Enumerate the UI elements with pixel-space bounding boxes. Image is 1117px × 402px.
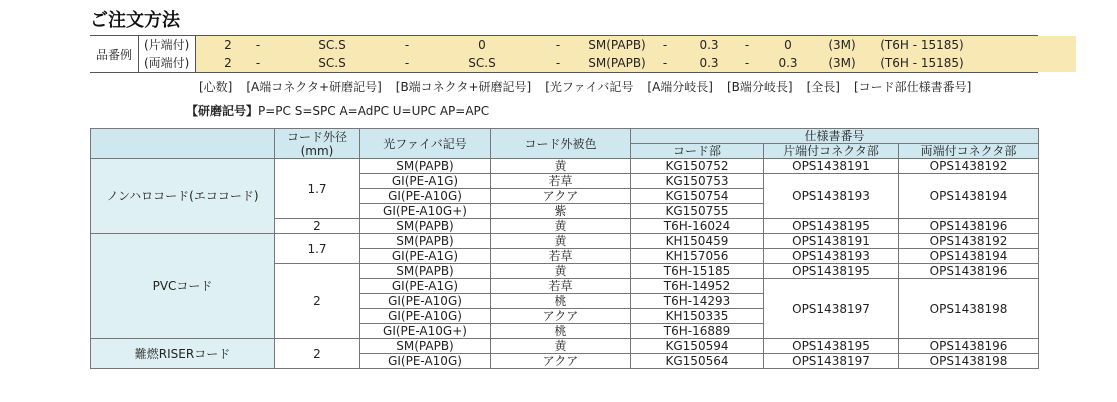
order-example-legend: [199, 78, 985, 95]
divider: [90, 72, 1038, 73]
single-end-spec-number: OPS1438197: [764, 354, 899, 369]
legend-item: [心数]: [199, 80, 233, 94]
jacket-color: 若草: [491, 174, 631, 189]
fiber-code: SM(PAPB): [360, 264, 491, 279]
jacket-color: 黄: [491, 219, 631, 234]
order-example-cell: -: [555, 56, 561, 70]
single-end-spec-number: OPS1438195: [764, 264, 899, 279]
fiber-code: GI(PE-A10G): [360, 189, 491, 204]
cord-spec-number: KH150335: [631, 309, 764, 324]
order-example-kind: (片端付): [138, 36, 196, 54]
order-example-cell: (3M): [828, 56, 856, 70]
order-example-cell: -: [744, 56, 750, 70]
jacket-color: 黄: [491, 159, 631, 174]
header-cord-part: コード部: [631, 144, 764, 159]
cord-spec-number: KH157056: [631, 249, 764, 264]
order-example-row: [138, 54, 964, 72]
order-example-cell: 2: [224, 38, 232, 52]
cord-spec-number: KG150594: [631, 339, 764, 354]
order-example-kind: (両端付): [138, 54, 196, 72]
jacket-color: 紫: [491, 204, 631, 219]
cord-spec-number: KG150755: [631, 204, 764, 219]
double-end-spec-number: OPS1438192: [899, 159, 1039, 174]
double-end-spec-number: OPS1438194: [899, 174, 1039, 219]
cord-diameter: 2: [275, 339, 360, 369]
double-end-spec-number: OPS1438192: [899, 234, 1039, 249]
page-title: ご注文方法: [90, 10, 180, 31]
single-end-spec-number: OPS1438195: [764, 219, 899, 234]
cord-category: ノンハロコード(エココード): [91, 159, 275, 234]
order-example-cell: 0.3: [778, 56, 798, 70]
fiber-code: SM(PAPB): [360, 159, 491, 174]
double-end-spec-number: OPS1438196: [899, 339, 1039, 354]
polish-code-note: [186, 102, 489, 119]
order-example-cell: -: [744, 38, 750, 52]
order-example-cell: 0.3: [699, 38, 719, 52]
cord-spec-number: T6H-16024: [631, 219, 764, 234]
header-fiber: 光ファイバ記号: [360, 129, 491, 159]
cord-category: PVCコード: [91, 234, 275, 339]
legend-item: [全長]: [806, 80, 840, 94]
cord-spec-number: KG150754: [631, 189, 764, 204]
cord-diameter: 1.7: [275, 159, 360, 219]
double-end-spec-number: OPS1438196: [899, 219, 1039, 234]
cord-category: 難燃RISERコード: [91, 339, 275, 369]
cord-diameter: 2: [275, 264, 360, 339]
cord-spec-number: T6H-14293: [631, 294, 764, 309]
fiber-code: GI(PE-A1G): [360, 174, 491, 189]
legend-item: [コード部仕様書番号]: [853, 80, 972, 94]
double-end-spec-number: OPS1438198: [899, 354, 1039, 369]
cord-spec-number: KG150752: [631, 159, 764, 174]
legend-item: [光ファイバ記号: [545, 80, 634, 94]
fiber-code: GI(PE-A1G): [360, 249, 491, 264]
order-example-cell: 0.3: [699, 56, 719, 70]
order-example-cell: (T6H - 15185): [880, 38, 964, 52]
order-example-cell: 2: [224, 56, 232, 70]
double-end-spec-number: OPS1438198: [899, 279, 1039, 339]
cord-spec-number: KG150564: [631, 354, 764, 369]
table-row: [91, 234, 1039, 249]
fiber-code: GI(PE-A10G+): [360, 204, 491, 219]
order-example-cell: SM(PAPB): [588, 38, 646, 52]
cord-spec-number: T6H-14952: [631, 279, 764, 294]
fiber-code: SM(PAPB): [360, 234, 491, 249]
fiber-code: SM(PAPB): [360, 339, 491, 354]
order-example-cell: 0: [784, 38, 792, 52]
legend-item: [B端コネクタ+研磨記号]: [395, 80, 532, 94]
fiber-code: GI(PE-A10G): [360, 354, 491, 369]
polish-code-label: 【研磨記号】: [186, 104, 259, 118]
order-example-cell: (3M): [828, 38, 856, 52]
cord-diameter: 1.7: [275, 234, 360, 264]
jacket-color: 若草: [491, 249, 631, 264]
cord-spec-number: KG150753: [631, 174, 764, 189]
single-end-spec-number: OPS1438191: [764, 159, 899, 174]
header-category: [91, 129, 275, 159]
table-row: [91, 339, 1039, 354]
spec-table: [90, 128, 1039, 369]
order-example-cell: SC.S: [318, 56, 346, 70]
double-end-spec-number: OPS1438194: [899, 249, 1039, 264]
polish-code-text: P=PC S=SPC A=AdPC U=UPC AP=APC: [258, 104, 490, 118]
single-end-spec-number: OPS1438195: [764, 339, 899, 354]
order-example-cell: -: [255, 56, 261, 70]
fiber-code: GI(PE-A10G): [360, 294, 491, 309]
cord-spec-number: T6H-16889: [631, 324, 764, 339]
header-single-end: 片端付コネクタ部: [764, 144, 899, 159]
fiber-code: GI(PE-A10G+): [360, 324, 491, 339]
cord-spec-number: T6H-15185: [631, 264, 764, 279]
header-spec-number: 仕様書番号: [631, 129, 1039, 144]
legend-item: [A端分岐長]: [647, 80, 713, 94]
fiber-code: SM(PAPB): [360, 219, 491, 234]
jacket-color: 黄: [491, 264, 631, 279]
order-example-cell: -: [404, 56, 410, 70]
cord-spec-number: KH150459: [631, 234, 764, 249]
order-example-label: 品番例: [90, 36, 139, 72]
order-example-cell: -: [662, 56, 668, 70]
cord-diameter: 2: [275, 219, 360, 234]
order-example-cell: (T6H - 15185): [880, 56, 964, 70]
legend-item: [A端コネクタ+研磨記号]: [246, 80, 382, 94]
order-example-cell: -: [255, 38, 261, 52]
jacket-color: 黄: [491, 234, 631, 249]
order-example-cell: -: [662, 38, 668, 52]
header-double-end: 両端付コネクタ部: [899, 144, 1039, 159]
order-example-cell: SM(PAPB): [588, 56, 646, 70]
jacket-color: 黄: [491, 339, 631, 354]
jacket-color: アクア: [491, 354, 631, 369]
table-row: [91, 159, 1039, 174]
order-example-cell: SC.S: [318, 38, 346, 52]
order-example-cell: SC.S: [468, 56, 496, 70]
jacket-color: アクア: [491, 309, 631, 324]
jacket-color: 若草: [491, 279, 631, 294]
header-jacket-color: コード外被色: [491, 129, 631, 159]
single-end-spec-number: OPS1438193: [764, 174, 899, 219]
fiber-code: GI(PE-A10G): [360, 309, 491, 324]
single-end-spec-number: OPS1438193: [764, 249, 899, 264]
double-end-spec-number: OPS1438196: [899, 264, 1039, 279]
single-end-spec-number: OPS1438197: [764, 279, 899, 339]
fiber-code: GI(PE-A1G): [360, 279, 491, 294]
order-example-cell: -: [404, 38, 410, 52]
order-example-cell: 0: [478, 38, 486, 52]
order-example-cell: -: [555, 38, 561, 52]
legend-item: [B端分岐長]: [726, 80, 793, 94]
single-end-spec-number: OPS1438191: [764, 234, 899, 249]
jacket-color: 桃: [491, 324, 631, 339]
jacket-color: 桃: [491, 294, 631, 309]
order-example-row: [138, 36, 964, 54]
header-cord-dia: コード外径 (mm): [275, 129, 360, 159]
jacket-color: アクア: [491, 189, 631, 204]
